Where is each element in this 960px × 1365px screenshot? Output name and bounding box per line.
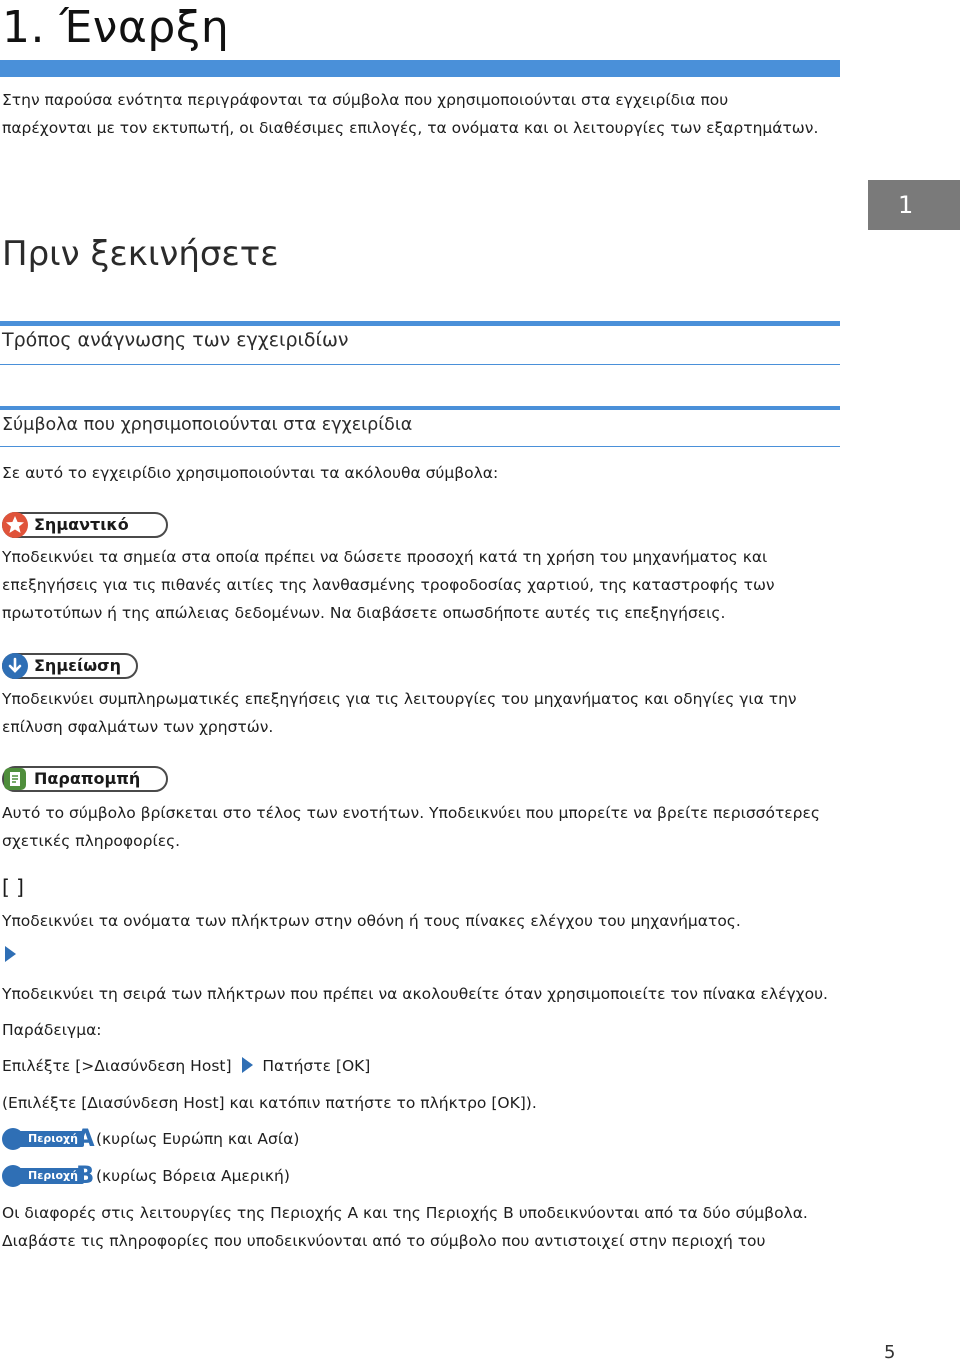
region-b-symbol xyxy=(2,1161,95,1189)
brackets-symbol: [ ] xyxy=(2,875,24,899)
important-badge xyxy=(2,512,168,538)
chapter-rule xyxy=(0,60,840,77)
reference-line-1: Αυτό το σύμβολο βρίσκεται στο τέλος των ενοτήτων. Υποδεικνύει που μπορείτε να βρείτε περισσότερες xyxy=(2,804,820,822)
subsection-title: Τρόπος ανάγνωσης των εγχειριδίων xyxy=(2,329,349,351)
region-b-letter: B xyxy=(76,1161,95,1189)
note-line-1: Υποδεικνύει συμπληρωματικές επεξηγήσεις για τις λειτουργίες του μηχανήματος και οδηγίες για την xyxy=(2,690,797,708)
example-label: Παράδειγμα: xyxy=(2,1021,102,1039)
symbols-title: Σύμβολα που χρησιμοποιούνται στα εγχειρίδια xyxy=(2,415,413,435)
regions-line-1: Οι διαφορές στις λειτουργίες της Περιοχής A και της Περιοχής B υποδεικνύονται από τα δύο σύμβολα. xyxy=(2,1204,808,1222)
reference-label: Παραπομπή xyxy=(34,769,141,788)
important-label: Σημαντικό xyxy=(34,515,129,534)
note-badge xyxy=(2,653,138,679)
section-title: Πριν ξεκινήσετε xyxy=(2,234,279,274)
intro-line-1: Στην παρούσα ενότητα περιγράφονται τα σύμβολα που χρησιμοποιούνται στα εγχειρίδια που xyxy=(2,91,729,109)
reference-line-2: σχετικές πληροφορίες. xyxy=(2,832,181,850)
important-line-2: επεξηγήσεις για τις πιθανές αιτίες της λανθασμένης τροφοδοσίας χαρτιού, της καταστροφής των xyxy=(2,576,775,594)
triangle-right-icon xyxy=(242,1057,253,1073)
star-icon xyxy=(2,512,28,538)
arrow-down-icon xyxy=(2,653,28,679)
symbols-intro: Σε αυτό το εγχειρίδιο χρησιμοποιούνται τα ακόλουθα σύμβολα: xyxy=(2,464,499,482)
brackets-text: Υποδεικνύει τα ονόματα των πλήκτρων στην οθόνη ή τους πίνακες ελέγχου του μηχανήματος. xyxy=(2,912,741,930)
regions-line-2: Διαβάστε τις πληροφορίες που υποδεικνύονται από το σύμβολο που αντιστοιχεί στην περιοχή του xyxy=(2,1232,766,1250)
chapter-tab: 1 xyxy=(868,180,960,230)
example-part-2: Πατήστε [OK] xyxy=(262,1057,371,1075)
symbols-rule xyxy=(0,406,840,410)
region-tag: Περιοχή xyxy=(16,1168,84,1184)
reference-badge xyxy=(2,766,168,792)
intro-line-2: παρέχονται με τον εκτυπωτή, οι διαθέσιμες επιλογές, τα ονόματα και οι λειτουργίες των εξαρτημάτων. xyxy=(2,119,819,137)
chapter-title: 1. Έναρξη xyxy=(2,2,230,53)
note-label: Σημείωση xyxy=(34,656,121,675)
note-line-2: επίλυση σφαλμάτων των χρηστών. xyxy=(2,718,274,736)
region-b-text: (κυρίως Βόρεια Αμερική) xyxy=(96,1167,290,1185)
symbols-rule-thin xyxy=(0,446,840,447)
region-a-letter: A xyxy=(76,1124,95,1152)
example-line xyxy=(2,1052,370,1081)
region-tag: Περιοχή xyxy=(16,1131,84,1147)
document-icon xyxy=(4,768,26,790)
page-number: 5 xyxy=(884,1342,896,1363)
region-a-text: (κυρίως Ευρώπη και Ασία) xyxy=(96,1130,300,1148)
example-explained: (Επιλέξτε [Διασύνδεση Host] και κατόπιν πατήστε το πλήκτρο [OK]). xyxy=(2,1094,537,1112)
subsection-rule-thin xyxy=(0,364,840,365)
example-part-1: Επιλέξτε [>Διασύνδεση Host] xyxy=(2,1057,232,1075)
arrow-text: Υποδεικνύει τη σειρά των πλήκτρων που πρέπει να ακολουθείτε όταν χρησιμοποιείτε τον πίνακα ελέγχου. xyxy=(2,985,828,1003)
region-a-symbol xyxy=(2,1124,95,1152)
important-line-3: πρωτοτύπων ή της απώλειας δεδομένων. Να διαβάσετε οπωσδήποτε αυτές τις επεξηγήσεις. xyxy=(2,604,726,622)
important-line-1: Υποδεικνύει τα σημεία στα οποία πρέπει να δώσετε προσοχή κατά τη χρήση του μηχανήματος και xyxy=(2,548,768,566)
triangle-right-icon xyxy=(5,946,16,962)
